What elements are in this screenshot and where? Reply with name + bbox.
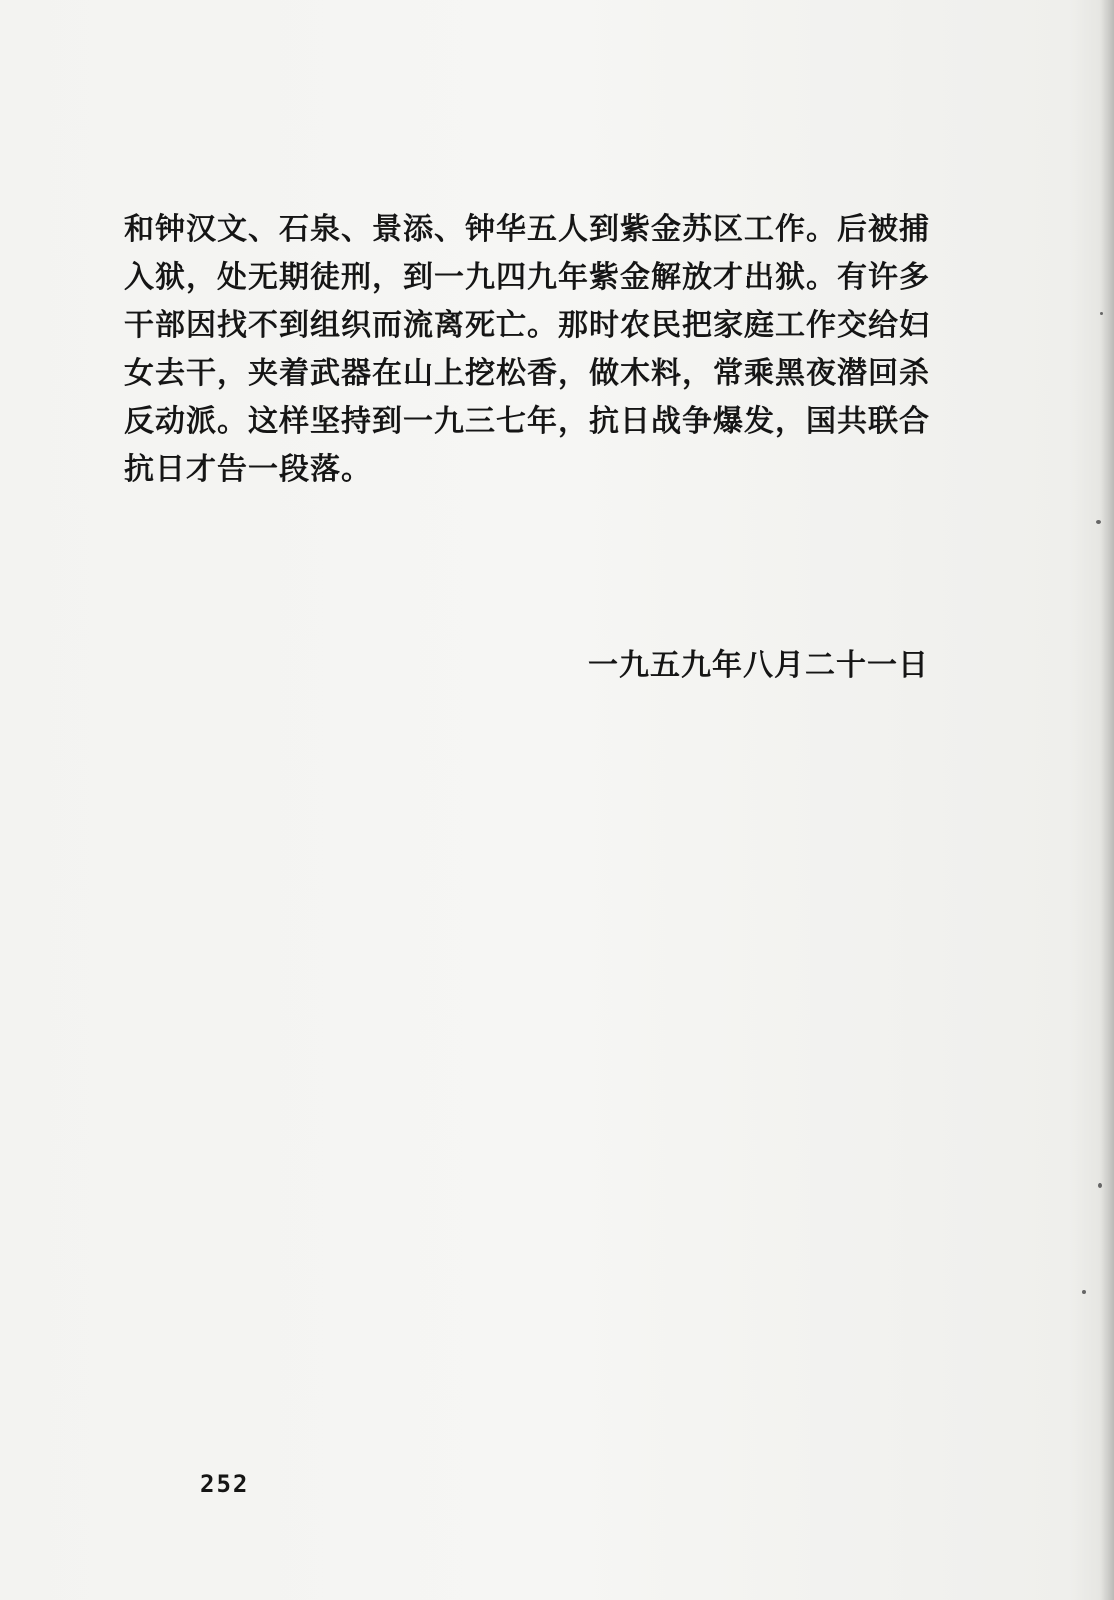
scan-speck bbox=[1098, 1183, 1102, 1188]
scan-speck bbox=[1100, 312, 1103, 315]
body-line: 干部因找不到组织而流离死亡。那时农民把家庭工作交给妇 bbox=[124, 308, 930, 343]
page-number: 252 bbox=[200, 1470, 250, 1498]
page-edge-shadow bbox=[1100, 0, 1114, 1600]
body-paragraph bbox=[124, 206, 994, 494]
body-line: 入狱，处无期徒刑，到一九四九年紫金解放才出狱。有许多 bbox=[124, 260, 930, 295]
body-line: 抗日才告一段落。 bbox=[124, 452, 372, 487]
body-line: 反动派。这样坚持到一九三七年，抗日战争爆发，国共联合 bbox=[124, 404, 930, 439]
scan-speck bbox=[1096, 520, 1101, 524]
body-line: 和钟汉文、石泉、景添、钟华五人到紫金苏区工作。后被捕 bbox=[124, 212, 930, 247]
scan-speck bbox=[1082, 1290, 1086, 1294]
document-date: 一九五九年八月二十一日 bbox=[588, 648, 929, 683]
body-line: 女去干，夹着武器在山上挖松香，做木料，常乘黑夜潜回杀 bbox=[124, 356, 930, 391]
